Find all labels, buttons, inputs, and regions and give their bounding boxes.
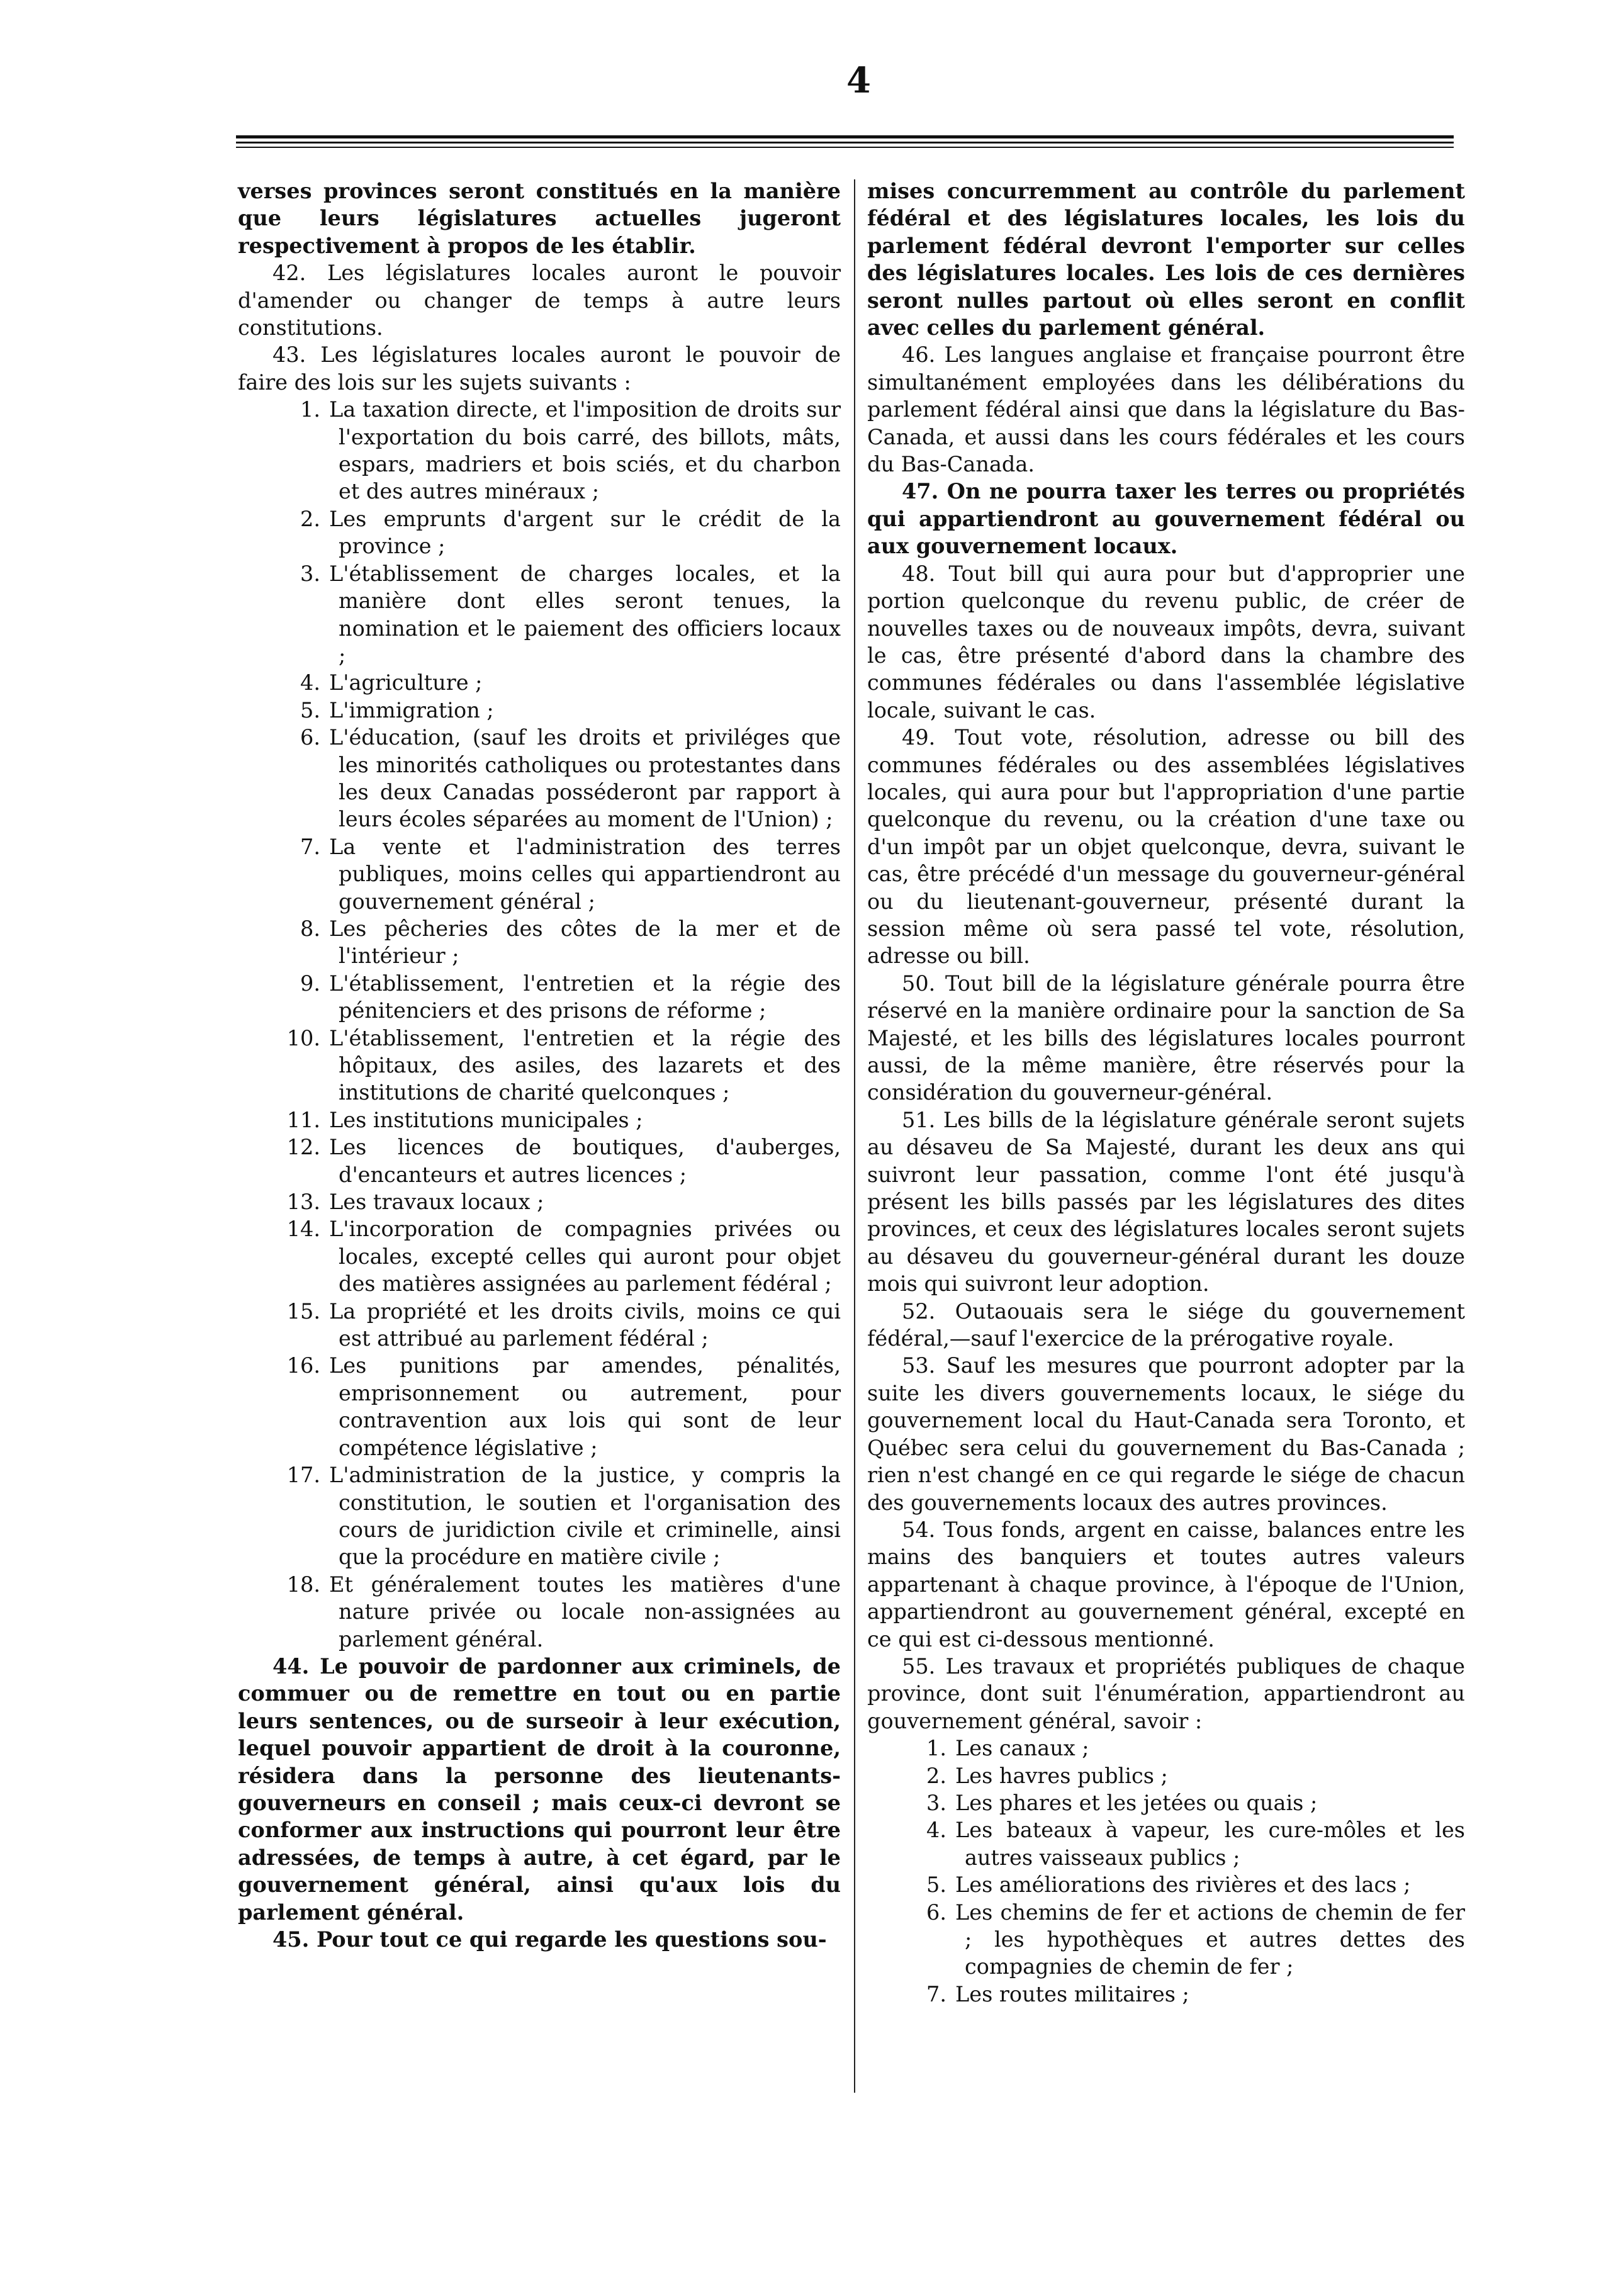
list-item-number: 5. bbox=[926, 1872, 946, 1898]
list-item-text: Les chemins de fer et actions de chemin de fer ; les hypothèques et autres dettes des compagnies de chemin de fer ; bbox=[955, 1899, 1465, 1979]
article-55-list bbox=[867, 1735, 1465, 2008]
list-item-text: L'administration de la justice, y compris la constitution, le soutien et l'organisation des cours de juridiction civile et criminelle, ainsi que la procédure en matière civile ; bbox=[329, 1463, 841, 1570]
article-45: 45. Pour tout ce qui regarde les questions sou- bbox=[272, 1927, 827, 1952]
list-item bbox=[867, 1871, 1465, 1898]
list-item-text: L'incorporation de compagnies privées ou locales, excepté celles qui auront pour objet des matières assignées au parlement fédéral ; bbox=[329, 1217, 841, 1297]
article-44: 44. Le pouvoir de pardonner aux criminels, de commuer ou de remettre en tout ou en partie leurs sentences, ou de surseoir à leur exécution, lequel pouvoir appartient de droit à la couronne, résidera dans la personne des lieutenants-gouverneurs en conseil ; mais ceux-ci devront se conformer aux instructions qui pourront leur être adressées, de temps à autre, à cet égard, par le gouvernement général, ainsi qu'aux lois du parlement général. bbox=[238, 1653, 841, 1925]
list-item bbox=[238, 396, 841, 505]
list-item-number: 2. bbox=[300, 506, 320, 531]
list-item-text: Les punitions par amendes, pénalités, emprisonnement ou autrement, pour contravention aux lois qui sont de leur compétence législative ; bbox=[329, 1353, 841, 1460]
list-item-number: 17. bbox=[286, 1463, 320, 1488]
list-item-text: Les pêcheries des côtes de la mer et de l'intérieur ; bbox=[329, 916, 841, 969]
list-item-text: Les institutions municipales ; bbox=[329, 1107, 643, 1132]
article-48: 48. Tout bill qui aura pour but d'approprier une portion quelconque du revenu public, de créer de nouvelles taxes ou de nouveaux impôts, devra, suivant le cas, être présenté d'abord dans la chambre des communes fédérales ou dans l'assemblée législative locale, suivant le cas. bbox=[867, 561, 1465, 723]
list-item-text: L'éducation, (sauf les droits et priviléges que les minorités catholiques ou protestantes dans les deux Canadas posséderont par rapport à leurs écoles séparées au moment de l'Union) ; bbox=[329, 725, 841, 832]
list-item-number: 10. bbox=[286, 1025, 320, 1050]
article-49: 49. Tout vote, résolution, adresse ou bill des communes fédérales ou des assemblées législatives locales, qui aura pour but l'appropriation d'une partie quelconque du revenu, ou la création d'une taxe ou d'un impôt par un objet quelconque, devra, suivant le cas, être précédé d'un message du gouverneur-général ou du lieutenant-gouverneur, présenté durant la session même où sera passé tel vote, résolution, adresse ou bill. bbox=[867, 725, 1465, 969]
list-item-number: 7. bbox=[300, 834, 320, 859]
article-52: 52. Outaouais sera le siége du gouvernement fédéral,—sauf l'exercice de la prérogative royale. bbox=[867, 1298, 1465, 1351]
continuation-text: verses provinces seront constitués en la manière que leurs législatures actuelles jugeront respectivement à propos de les établir. bbox=[238, 179, 841, 258]
list-item-text: Les bateaux à vapeur, les cure-môles et les autres vaisseaux publics ; bbox=[955, 1818, 1465, 1870]
list-item-text: L'établissement, l'entretien et la régie des hôpitaux, des asiles, des lazarets et des institutions de charité quelconques ; bbox=[329, 1025, 841, 1105]
list-item-text: Les routes militaires ; bbox=[955, 1981, 1189, 2006]
list-item-text: Les phares et les jetées ou quais ; bbox=[955, 1790, 1318, 1815]
article-42: 42. Les législatures locales auront le pouvoir d'amender ou changer de temps à autre leurs constitutions. bbox=[238, 261, 841, 340]
list-item-number: 13. bbox=[286, 1190, 320, 1215]
list-item bbox=[238, 915, 841, 970]
list-item bbox=[867, 1981, 1465, 2008]
list-item bbox=[238, 505, 841, 560]
list-item bbox=[238, 1298, 841, 1353]
list-item bbox=[238, 1352, 841, 1461]
list-item-number: 14. bbox=[286, 1217, 320, 1242]
list-item-number: 12. bbox=[286, 1135, 320, 1160]
list-item bbox=[238, 669, 841, 696]
list-item-number: 8. bbox=[300, 916, 320, 941]
list-item-number: 11. bbox=[286, 1107, 320, 1132]
list-item bbox=[238, 1106, 841, 1134]
list-item-number: 4. bbox=[926, 1818, 946, 1843]
list-item bbox=[867, 1762, 1465, 1789]
list-item-number: 3. bbox=[300, 561, 320, 586]
list-item-text: Les licences de boutiques, d'auberges, d'encanteurs et autres licences ; bbox=[329, 1135, 841, 1187]
left-column bbox=[238, 177, 841, 1953]
article-43-list bbox=[238, 396, 841, 1653]
list-item-text: Les havres publics ; bbox=[955, 1763, 1168, 1788]
list-item-number: 16. bbox=[286, 1353, 320, 1378]
list-item-number: 18. bbox=[286, 1572, 320, 1597]
right-column bbox=[867, 177, 1465, 2008]
list-item bbox=[238, 724, 841, 833]
list-item bbox=[238, 1461, 841, 1571]
list-item bbox=[867, 1816, 1465, 1871]
list-item-number: 7. bbox=[926, 1981, 946, 2006]
list-item-number: 2. bbox=[926, 1763, 946, 1788]
list-item-number: 5. bbox=[300, 697, 320, 723]
list-item-number: 15. bbox=[286, 1298, 320, 1324]
list-item-text: L'immigration ; bbox=[329, 697, 494, 723]
list-item-text: Et généralement toutes les matières d'une nature privée ou locale non-assignées au parlement général. bbox=[329, 1572, 841, 1652]
column-divider bbox=[854, 179, 855, 2093]
header-rule bbox=[236, 135, 1454, 152]
list-item-number: 6. bbox=[300, 725, 320, 750]
list-item bbox=[238, 1571, 841, 1653]
page-number: 4 bbox=[846, 60, 871, 101]
article-55: 55. Les travaux et propriétés publiques de chaque province, dont suit l'énumération, appartiendront au gouvernement général, savoir : bbox=[867, 1653, 1465, 1733]
article-50: 50. Tout bill de la législature générale pourra être réservé en la manière ordinaire pour la sanction de Sa Majesté, et les bills des législatures locales pourront aussi, de la même manière, être réservés pour la considération du gouverneur-général. bbox=[867, 971, 1465, 1105]
list-item bbox=[238, 1215, 841, 1297]
list-item bbox=[238, 697, 841, 724]
list-item-number: 6. bbox=[926, 1899, 946, 1925]
list-item-text: L'agriculture ; bbox=[329, 670, 483, 695]
list-item-text: La vente et l'administration des terres publiques, moins celles qui appartiendront au gouvernement général ; bbox=[329, 834, 841, 914]
list-item-number: 1. bbox=[926, 1736, 946, 1761]
continuation-text: mises concurremment au contrôle du parlement fédéral et des législatures locales, les lois du parlement fédéral devront l'emporter sur celles des législatures locales. Les lois de ces dernières seront nulles partout où elles seront en conflit avec celles du parlement général. bbox=[867, 179, 1465, 340]
list-item-number: 3. bbox=[926, 1790, 946, 1815]
list-item-text: Les travaux locaux ; bbox=[329, 1190, 544, 1215]
article-47: 47. On ne pourra taxer les terres ou propriétés qui appartiendront au gouvernement fédéral ou aux gouvernement locaux. bbox=[867, 479, 1465, 559]
list-item bbox=[238, 560, 841, 670]
list-item bbox=[238, 1134, 841, 1188]
list-item-text: L'établissement, l'entretien et la régie des pénitenciers et des prisons de réforme ; bbox=[329, 971, 841, 1023]
list-item bbox=[238, 1188, 841, 1215]
list-item-number: 9. bbox=[300, 971, 320, 996]
list-item-text: Les canaux ; bbox=[955, 1736, 1089, 1761]
article-43: 43. Les législatures locales auront le pouvoir de faire des lois sur les sujets suivants : bbox=[238, 342, 841, 395]
list-item-text: Les améliorations des rivières et des lacs ; bbox=[955, 1872, 1411, 1898]
list-item-text: La propriété et les droits civils, moins ce qui est attribué au parlement fédéral ; bbox=[329, 1298, 841, 1351]
article-51: 51. Les bills de la législature générale seront sujets au désaveu de Sa Majesté, durant les deux ans qui suivront leur passation, comme l'ont été jusqu'à présent les bills passés par les législatures des dites provinces, et ceux des législatures locales seront sujets au désaveu du gouverneur-général durant les douze mois qui suivront leur adoption. bbox=[867, 1107, 1465, 1297]
list-item-text: Les emprunts d'argent sur le crédit de la province ; bbox=[329, 506, 841, 559]
article-53: 53. Sauf les mesures que pourront adopter par la suite les divers gouvernements locaux, le siége du gouvernement local du Haut-Canada sera Toronto, et Québec sera celui du gouvernement du Bas-Canada ; rien n'est changé en ce qui regarde le siége de chacun des gouvernements locaux des autres provinces. bbox=[867, 1353, 1465, 1515]
list-item-text: L'établissement de charges locales, et la manière dont elles seront tenues, la nomination et le paiement des officiers locaux ; bbox=[329, 561, 841, 668]
list-item bbox=[867, 1735, 1465, 1762]
list-item bbox=[238, 833, 841, 915]
list-item-number: 1. bbox=[300, 397, 320, 422]
list-item bbox=[238, 970, 841, 1025]
article-54: 54. Tous fonds, argent en caisse, balances entre les mains des banquiers et toutes autres valeurs appartenant à chaque province, à l'époque de l'Union, appartiendront au gouvernement général, excepté en ce qui est ci-dessous mentionné. bbox=[867, 1517, 1465, 1652]
list-item-number: 4. bbox=[300, 670, 320, 695]
list-item bbox=[867, 1899, 1465, 1981]
article-46: 46. Les langues anglaise et française pourront être simultanément employées dans les délibérations du parlement fédéral ainsi que dans la législature du Bas-Canada, et aussi dans les cours fédérales et les cours du Bas-Canada. bbox=[867, 342, 1465, 477]
list-item-text: La taxation directe, et l'imposition de droits sur l'exportation du bois carré, des billots, mâts, espars, madriers et bois sciés, et du charbon et des autres minéraux ; bbox=[329, 397, 841, 504]
list-item bbox=[867, 1789, 1465, 1816]
list-item bbox=[238, 1025, 841, 1106]
